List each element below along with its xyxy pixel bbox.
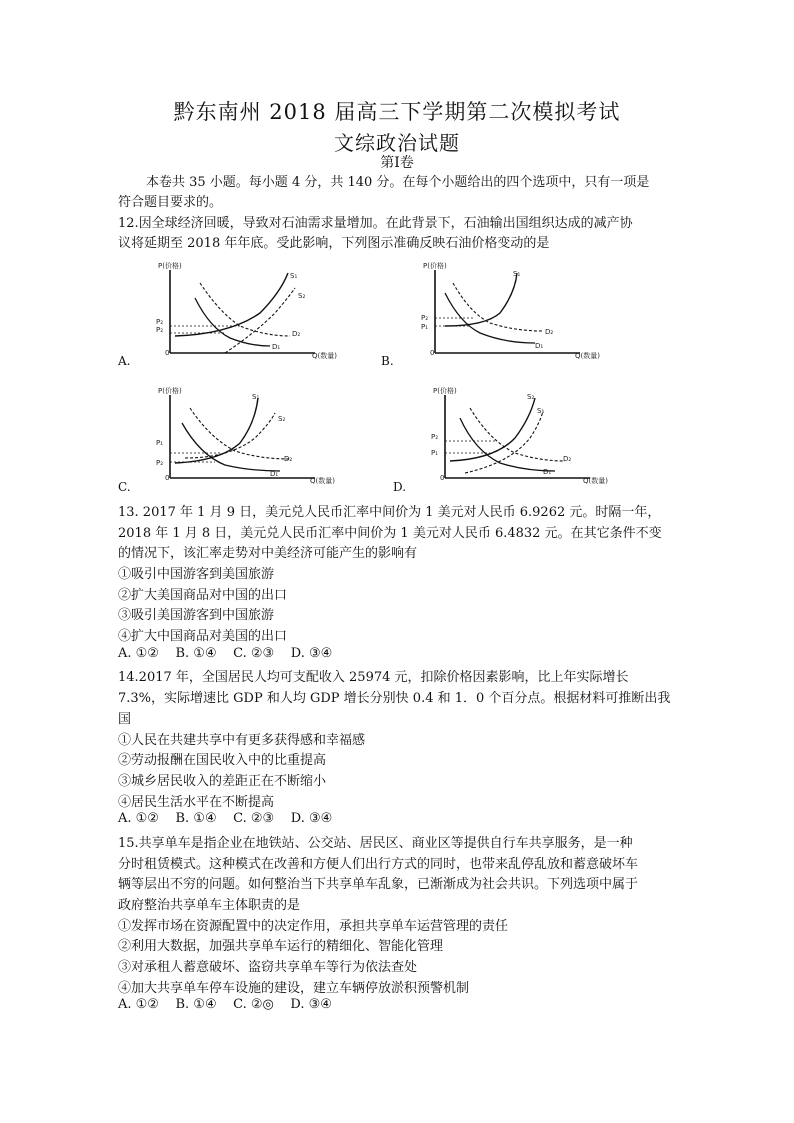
q15-item-2: ②利用大数据，加强共享单车运行的精细化、智能化管理 [118,939,444,954]
y-axis-label: P(价格) [158,387,182,395]
p-bottom-label: P₁ [431,449,439,457]
d2-label: D₂ [563,455,572,463]
graph-b [405,258,615,363]
x-axis-label: Q(数量) [575,352,600,360]
p-bottom-label: P₂ [156,459,164,467]
origin-label: 0 [440,474,445,482]
q13-item-3: ③吸引美国游客到中国旅游 [118,608,275,623]
q14-stem-3: 国 [118,712,132,727]
x-axis-label: Q(数量) [583,477,608,485]
graph-c [140,383,350,488]
p-top-label: P₂ [156,318,164,326]
q15-item-4: ④加大共享单车停车设施的建设，建立车辆停放淤积预警机制 [118,981,470,996]
q15-stem-2: 分时租赁模式。这种模式在改善和方便人们出行方式的同时，也带来乱停乱放和蓄意破坏车 [118,857,639,872]
q13-item-4: ④扩大中国商品对美国的出口 [118,629,288,644]
graph-d-label: D. [393,480,407,494]
q13-stem-1: 13. 2017 年 1 月 9 日，美元兑人民币汇率中间价为 1 美元对人民币 6.9262 元。时隔一年， [118,505,661,520]
q13-stem-3: 的情况下，该汇率走势对中美经济可能产生的影响有 [118,546,418,561]
exam-subtitle: 文综政治试题 [334,131,460,155]
d1-label: D₁ [543,468,552,476]
s1-label: S₁ [290,272,298,280]
exam-title: 黔东南州 2018 届高三下学期第二次模拟考试 [173,100,621,124]
d2-label: D₂ [292,330,301,338]
graph-a-label: A. [118,354,131,368]
q14-item-3: ③城乡居民收入的差距正在不断缩小 [118,774,327,789]
q13-item-1: ①吸引中国游客到美国旅游 [118,567,275,582]
p-top-label: P₂ [431,433,439,441]
s1-label: S₁ [252,393,260,401]
d1-label: D₁ [270,470,279,478]
q15-stem-1: 15.共享单车是指企业在地铁站、公交站、居民区、商业区等提供自行车共享服务，是一种 [118,836,633,851]
q12-stem-2: 议将延期至 2018 年年底。受此影响，下列图示准确反映石油价格变动的是 [118,236,550,251]
intro-line-2: 符合题目要求的。 [118,195,223,210]
q15-item-1: ①发挥市场在资源配置中的决定作用，承担共享单车运营管理的责任 [118,919,509,934]
q13-stem-2: 2018 年 1 月 8 日，美元兑人民币汇率中间价为 1 美元对人民币 6.4832 元。在其它条件不变 [118,526,662,541]
y-axis-label: P(价格) [433,387,457,395]
x-axis-label: Q(数量) [312,352,337,360]
s1-label: S₁ [513,270,521,278]
q14-item-2: ②劳动报酬在国民收入中的比重提高 [118,753,327,768]
q15-options: A. ①② B. ①④ C. ②◎ D. ③④ [118,997,332,1012]
q14-options: A. ①② B. ①④ C. ②③ D. ③④ [118,811,333,826]
q15-stem-4: 政府整治共享单车主体职责的是 [118,898,301,913]
y-axis-label: P(价格) [423,262,447,270]
origin-label: 0 [165,349,170,357]
section-label: 第Ⅰ卷 [380,155,414,171]
q14-item-1: ①人民在共建共享中有更多获得感和幸福感 [118,733,366,748]
s2-label: S₂ [278,415,286,423]
q12-stem-1: 12.因全球经济回暖，导致对石油需求量增加。在此背景下，石油输出国组织达成的减产协 [118,216,633,231]
q15-stem-3: 辆等层出不穷的问题。如何整治当下共享单车乱象，已渐渐成为社会共识。下列选项中属于 [118,877,639,892]
d1-label: D₁ [535,342,544,350]
graph-a [140,258,350,363]
q14-stem-2: 7.3%，实际增速比 GDP 和人均 GDP 增长分别快 0.4 和 1．0 个百分点。根据材料可推断出我 [118,691,671,706]
s1-label: S₁ [537,407,545,415]
graph-d [415,383,625,488]
q14-stem-1: 14.2017 年，全国居民人均可支配收入 25974 元，扣除价格因素影响，比上年实际增长 [118,670,629,685]
q15-item-3: ③对承租人蓄意破坏、盗窃共享单车等行为依法查处 [118,960,418,975]
origin-label: 0 [430,349,435,357]
d2-label: D₂ [545,328,554,336]
x-axis-label: Q(数量) [310,477,335,485]
d2-label: D₂ [284,455,293,463]
q14-item-4: ④居民生活水平在不断提高 [118,795,275,810]
d1-label: D₁ [272,343,281,351]
graph-c-label: C. [118,480,131,494]
y-axis-label: P(价格) [158,262,182,270]
origin-label: 0 [165,474,170,482]
q13-item-2: ②扩大美国商品对中国的出口 [118,588,288,603]
s2-label: S₂ [527,393,535,401]
intro-line-1: 本卷共 35 小题。每小题 4 分，共 140 分。在每个小题给出的四个选项中，只有一项是 [146,175,650,190]
p-bottom-label: P₁ [421,323,429,331]
graph-b-label: B. [381,354,394,368]
s2-label: S₂ [298,292,306,300]
p-top-label: P₁ [156,439,164,447]
p-top-label: P₂ [421,314,429,322]
p-bottom-label: P₂ [156,326,164,334]
q13-options: A. ①② B. ①④ C. ②③ D. ③④ [118,646,333,661]
